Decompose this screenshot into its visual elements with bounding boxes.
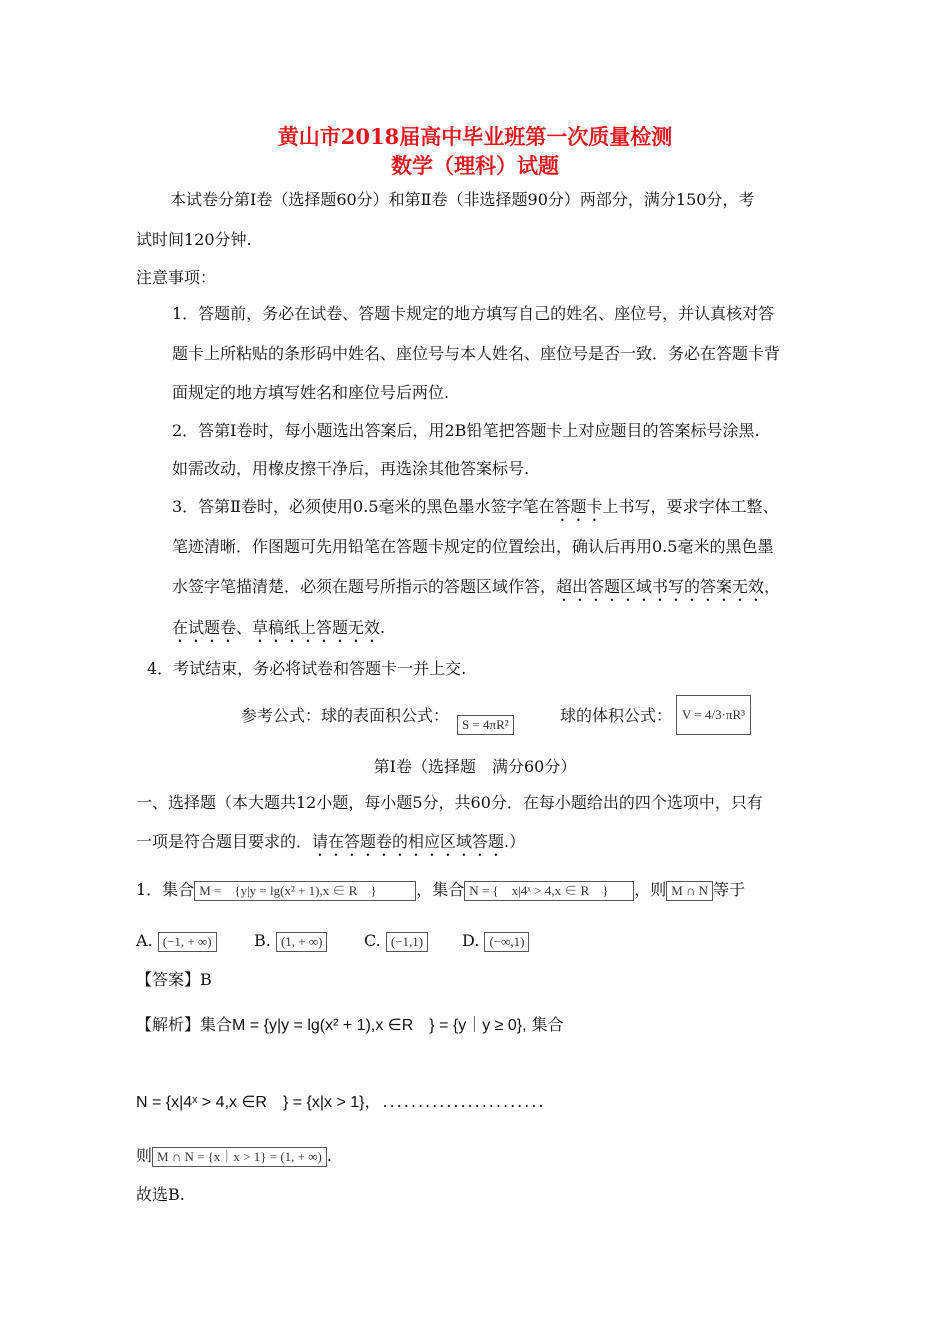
- analysis-expr-n: N = {x|4ˣ > 4,x ∈R } = {x|x > 1}: [136, 1094, 365, 1111]
- analysis-dots: ，.......................: [364, 1092, 546, 1111]
- analysis-text-1: 集合: [200, 1015, 233, 1034]
- q1-suffix: 等于: [713, 880, 746, 899]
- note-3-line-1: [172, 497, 779, 525]
- analysis-line-2: [136, 1092, 546, 1113]
- q1-option-b: [254, 931, 327, 952]
- note-3-text-a: 3．答第Ⅱ卷时，必须使用0.5毫米的黑色墨水签字笔在: [172, 497, 555, 516]
- section-desc-text-b: .）: [504, 832, 526, 851]
- q1-option-c-label: C.: [364, 931, 381, 950]
- analysis-label: 【解析】: [136, 1015, 201, 1034]
- note-2-line-2: 如需改动，用橡皮擦干净后，再选涂其他答案标号.: [172, 459, 530, 478]
- notes-heading: 注意事项：: [136, 268, 217, 287]
- q1-intersection: M ∩ N: [666, 881, 713, 901]
- q1-option-a: [136, 931, 217, 952]
- note-3-text-c: 水签字笔描清楚．必须在题号所指示的答题区域作答，: [172, 577, 557, 596]
- analysis-text-3: 则: [136, 1146, 153, 1165]
- note-3-text-d: ，: [764, 577, 781, 596]
- formula-volume-label: 球的体积公式：: [560, 706, 673, 725]
- q1-option-b-label: B.: [254, 931, 271, 950]
- formula-surface: S = 4πR²: [457, 715, 514, 735]
- note-2-line-1: 2．答第Ⅰ卷时，每小题选出答案后，用2B铅笔把答题卡上对应题目的答案标号涂黑.: [172, 421, 760, 440]
- q1-option-d-value: (−∞,1): [484, 932, 529, 952]
- section-desc-emphasis: 请在答题卷的相应区域答题: [312, 832, 505, 851]
- q1-option-d: [462, 931, 529, 952]
- q1-set-m: M = {y|y = lg(x² + 1),x ∈ R }: [194, 881, 416, 901]
- section-desc-line-1: 一、选择题（本大题共12小题，每小题5分，共60分．在每小题给出的四个选项中，只有: [136, 793, 763, 812]
- answer-label: 【答案】: [136, 970, 201, 989]
- analysis-text-2: 集合: [531, 1015, 564, 1034]
- note-3-text-e: .: [380, 618, 386, 637]
- note-3-emphasis-answer-card: 答题卡: [554, 497, 603, 516]
- note-1-line-2: 题卡上所粘贴的条形码中姓名、座位号与本人姓名、座位号是否一致．务必在答题卡背: [172, 344, 781, 363]
- note-3-line-4: [172, 618, 385, 646]
- note-3-emphasis-out-of-area: 超出答题区域书写的答案无效: [556, 577, 765, 596]
- exam-subtitle: 数学（理科）试题: [391, 153, 559, 178]
- analysis-expr-m: M = {y|y = lg(x² + 1),x ∈R } = {y｜y ≥ 0},: [232, 1017, 527, 1034]
- q1-option-c-value: (−1,1): [386, 932, 428, 952]
- intro-line-1: 本试卷分第Ⅰ卷（选择题60分）和第Ⅱ卷（非选择题90分）两部分，满分150分，考: [170, 190, 755, 209]
- q1-mid: ，集合: [416, 880, 465, 899]
- q1-then: ，则: [634, 880, 667, 899]
- formula-surface-label: 参考公式：球的表面积公式：: [241, 706, 450, 725]
- analysis-conclusion: 故选B.: [136, 1185, 185, 1204]
- note-3-emphasis-draft: 在试题卷、草稿纸上答题无效: [172, 618, 381, 637]
- analysis-line-1: [136, 1015, 564, 1036]
- q1-option-b-value: (1, + ∞): [276, 932, 328, 952]
- formula-surface-box: [457, 714, 514, 735]
- analysis-text-3-end: .: [326, 1146, 332, 1165]
- formula-volume: V = 4/3·πR³: [676, 695, 751, 735]
- note-3-line-3: [172, 577, 780, 605]
- q1-prefix: 1．集合: [136, 880, 195, 899]
- section-desc-text-a: 一项是符合题目要求的．: [136, 832, 313, 851]
- note-4: 4．考试结束，务必将试卷和答题卡一并上交.: [147, 659, 467, 678]
- question-1: [136, 880, 745, 901]
- q1-set-n: N = { x|4ˣ > 4,x ∈ R }: [464, 881, 634, 901]
- q1-option-c: [364, 931, 428, 952]
- note-3-line-2: 笔迹清晰．作图题可先用铅笔在答题卡规定的位置绘出，确认后再用0.5毫米的黑色墨: [172, 537, 774, 556]
- section-desc-line-2: [136, 832, 525, 860]
- section-title: 第Ⅰ卷（选择题 满分60分）: [373, 757, 577, 776]
- answer: [136, 970, 212, 990]
- note-1-line-3: 面规定的地方填写姓名和座位号后两位.: [172, 383, 450, 402]
- exam-title: 黄山市2018届高中毕业班第一次质量检测: [277, 124, 673, 149]
- analysis-expr-intersection: M ∩ N = {x｜x > 1} = (1, + ∞): [152, 1147, 327, 1167]
- q1-option-d-label: D.: [462, 931, 480, 950]
- note-1-line-1: 1．答题前，务必在试卷、答题卡规定的地方填写自己的姓名、座位号，并认真核对答: [172, 304, 775, 323]
- q1-option-a-value: (−1, + ∞): [158, 932, 217, 952]
- q1-option-a-label: A.: [136, 931, 153, 950]
- formula-volume-box: [676, 695, 751, 735]
- analysis-line-3: [136, 1146, 332, 1167]
- answer-value: B: [200, 970, 212, 989]
- intro-line-2: 试时间120分钟.: [136, 230, 252, 249]
- note-3-text-b: 上书写，要求字体工整、: [602, 497, 779, 516]
